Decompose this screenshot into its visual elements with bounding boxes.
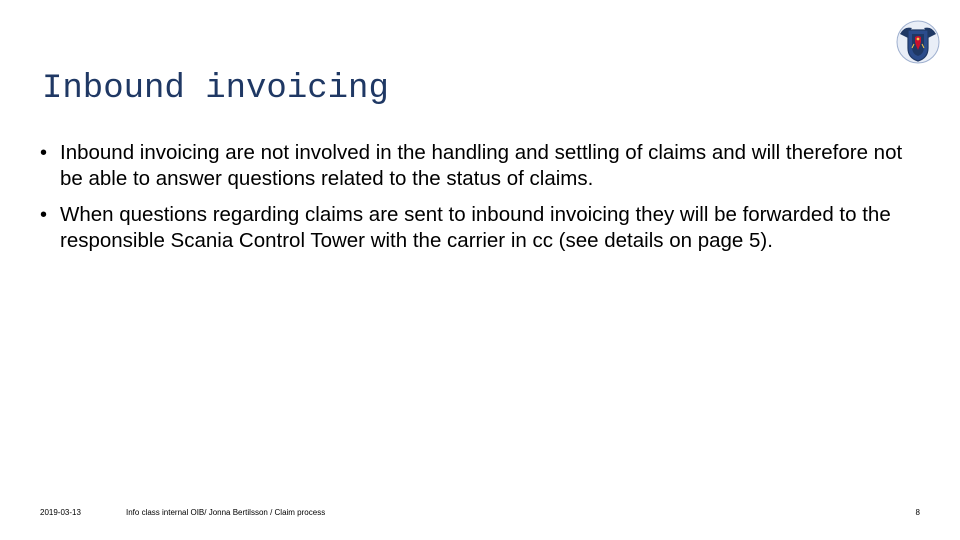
bullet-dot: • xyxy=(40,142,48,164)
footer-date: 2019-03-13 xyxy=(40,508,81,517)
bullet-text: Inbound invoicing are not involved in the handling and settling of claims and will therefore not be able to answer questions related to the status of claims. xyxy=(60,141,903,190)
bullet-item xyxy=(40,140,920,192)
slide-title: Inbound invoicing xyxy=(42,70,389,108)
bullet-text: When questions regarding claims are sent to inbound invoicing they will be forwarded to the responsible Scania Control Tower with the carrier in cc (see details on page 5). xyxy=(60,203,891,252)
bullet-dot: • xyxy=(40,204,48,226)
bullet-item xyxy=(40,202,920,254)
bullet-list xyxy=(40,140,920,264)
page-number: 8 xyxy=(915,508,920,517)
footer-info: Info class internal OIB/ Jonna Bertilsson / Claim process xyxy=(126,508,326,517)
scania-griffin-logo-icon xyxy=(896,20,940,64)
